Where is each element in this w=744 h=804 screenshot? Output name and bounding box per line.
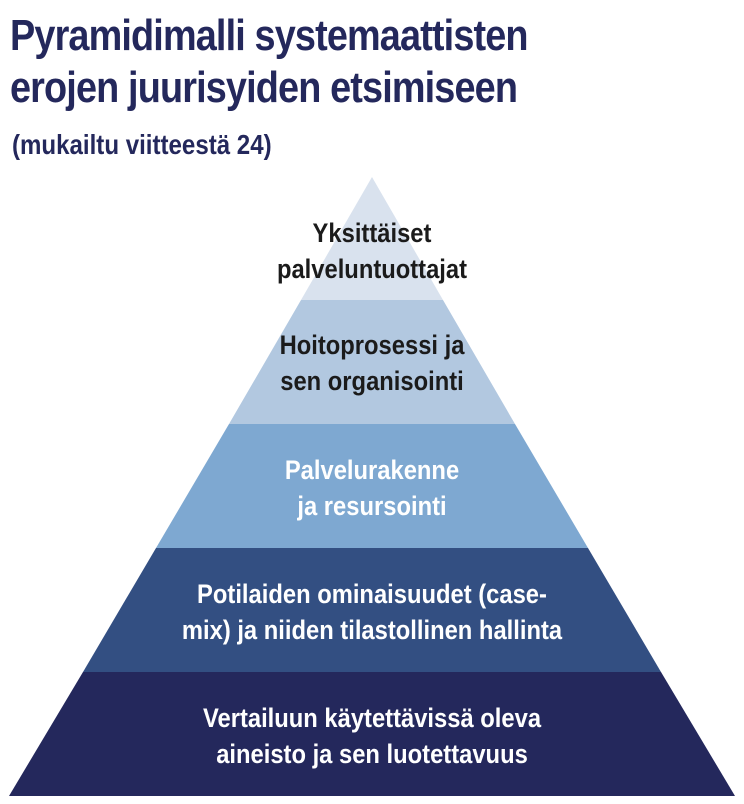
pyramid-level-5-line-2: aineisto ja sen luotettavuus — [216, 739, 528, 769]
pyramid-level-1-line-2: palveluntuottajat — [276, 254, 468, 284]
pyramid-level-2-line-1: Hoitoprosessi ja — [279, 330, 465, 360]
title-line-1: Pyramidimalli systemaattisten — [10, 11, 528, 60]
pyramid-level-2-line-2: sen organisointi — [280, 366, 464, 396]
pyramid-level-4-line-1: Potilaiden ominaisuudet (case- — [197, 579, 547, 609]
pyramid-level-4-label — [45, 576, 700, 648]
title-line-2: erojen juurisyiden etsimiseen — [10, 63, 518, 112]
pyramid-level-3-label — [45, 452, 700, 524]
pyramid-level-5-line-1: Vertailuun käytettävissä oleva — [202, 703, 542, 733]
pyramid-level-5-label — [45, 700, 700, 772]
pyramid-level-4-line-2: mix) ja niiden tilastollinen hallinta — [181, 615, 563, 645]
pyramid-level-1-line-1: Yksittäiset — [312, 218, 432, 248]
pyramid-level-1-label — [45, 215, 700, 287]
pyramid-level-3-line-1: Palvelurakenne — [284, 455, 460, 485]
pyramid-level-2-label — [45, 327, 700, 399]
pyramid-level-3-line-2: ja resursointi — [297, 491, 447, 521]
page-subtitle: (mukailtu viitteestä 24) — [12, 129, 272, 160]
